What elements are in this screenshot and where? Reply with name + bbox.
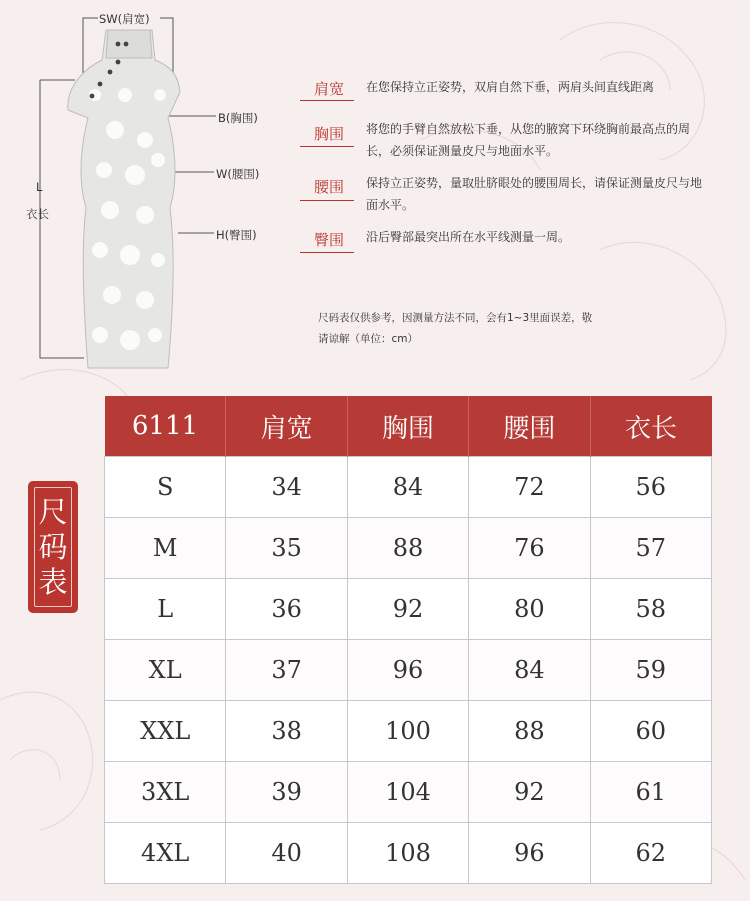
waist-label: W(腰围) xyxy=(216,167,260,181)
table-cell: 56 xyxy=(590,457,711,518)
shoulder-width-label: SW(肩宽) xyxy=(99,12,150,26)
table-cell: 100 xyxy=(347,701,468,762)
desc-hip xyxy=(300,228,710,252)
header-bust: 胸围 xyxy=(347,396,468,457)
table-cell: 62 xyxy=(590,823,711,884)
desc-underline xyxy=(300,146,354,147)
header-shoulder: 肩宽 xyxy=(226,396,347,457)
table-cell: 59 xyxy=(590,640,711,701)
length-label: L xyxy=(36,180,43,194)
desc-key: 胸围 xyxy=(314,125,345,143)
bust-label: B(胸围) xyxy=(218,111,258,125)
hip-label: H(臀围) xyxy=(216,228,257,242)
header-style-number: 6111 xyxy=(105,396,226,457)
table-cell: 38 xyxy=(226,701,347,762)
table-cell: 84 xyxy=(347,457,468,518)
size-cell: S xyxy=(105,457,226,518)
table-cell: 76 xyxy=(469,518,590,579)
table-cell: 96 xyxy=(469,823,590,884)
desc-key: 肩宽 xyxy=(314,80,345,98)
table-cell: 34 xyxy=(226,457,347,518)
desc-text: 保持立正姿势，量取肚脐眼处的腰围周长，请保证测量皮尺与地面水平。 xyxy=(366,176,703,212)
size-chart-seal xyxy=(30,483,76,611)
table-header-row xyxy=(105,396,712,457)
table-row xyxy=(105,762,712,823)
table-cell: 84 xyxy=(469,640,590,701)
table-cell: 37 xyxy=(226,640,347,701)
table-row xyxy=(105,823,712,884)
table-cell: 96 xyxy=(347,640,468,701)
desc-shoulder xyxy=(300,78,710,102)
desc-underline xyxy=(300,100,354,101)
header-length: 衣长 xyxy=(590,396,711,457)
desc-key: 腰围 xyxy=(314,178,345,196)
table-cell: 92 xyxy=(347,579,468,640)
header-waist: 腰围 xyxy=(469,396,590,457)
table-cell: 36 xyxy=(226,579,347,640)
size-table xyxy=(104,396,712,884)
table-row xyxy=(105,518,712,579)
desc-text: 在您保持立正姿势，双肩自然下垂，两肩头间直线距离 xyxy=(366,80,655,94)
table-cell: 92 xyxy=(469,762,590,823)
table-cell: 60 xyxy=(590,701,711,762)
desc-underline xyxy=(300,200,354,201)
size-cell: L xyxy=(105,579,226,640)
table-cell: 108 xyxy=(347,823,468,884)
size-cell: 4XL xyxy=(105,823,226,884)
table-cell: 57 xyxy=(590,518,711,579)
size-cell: 3XL xyxy=(105,762,226,823)
seal-char: 码 xyxy=(38,530,68,564)
table-cell: 35 xyxy=(226,518,347,579)
size-cell: XXL xyxy=(105,701,226,762)
table-cell: 39 xyxy=(226,762,347,823)
table-row xyxy=(105,701,712,762)
size-cell: M xyxy=(105,518,226,579)
table-row xyxy=(105,640,712,701)
desc-waist xyxy=(300,174,710,220)
dress-measurement-diagram xyxy=(0,0,290,380)
table-cell: 88 xyxy=(469,701,590,762)
table-cell: 40 xyxy=(226,823,347,884)
desc-text: 将您的手臂自然放松下垂，从您的腋窝下环绕胸前最高点的周长，必须保证测量皮尺与地面水平。 xyxy=(366,122,691,158)
table-cell: 72 xyxy=(469,457,590,518)
length-label-cn: 衣长 xyxy=(26,207,49,221)
desc-underline xyxy=(300,252,354,253)
measurement-note: 尺码表仅供参考，因测量方法不同，会有1~3里面误差，敬请谅解（单位：cm） xyxy=(318,312,593,345)
desc-bust xyxy=(300,120,710,166)
size-cell: XL xyxy=(105,640,226,701)
seal-char: 尺 xyxy=(38,495,68,529)
table-cell: 88 xyxy=(347,518,468,579)
table-cell: 80 xyxy=(469,579,590,640)
table-row xyxy=(105,457,712,518)
table-cell: 61 xyxy=(590,762,711,823)
table-cell: 104 xyxy=(347,762,468,823)
qipao-dress-illustration xyxy=(0,0,290,380)
desc-text: 沿后臀部最突出所在水平线测量一周。 xyxy=(366,230,571,244)
desc-key: 臀围 xyxy=(314,231,345,249)
table-row xyxy=(105,579,712,640)
seal-char: 表 xyxy=(38,565,68,599)
table-cell: 58 xyxy=(590,579,711,640)
